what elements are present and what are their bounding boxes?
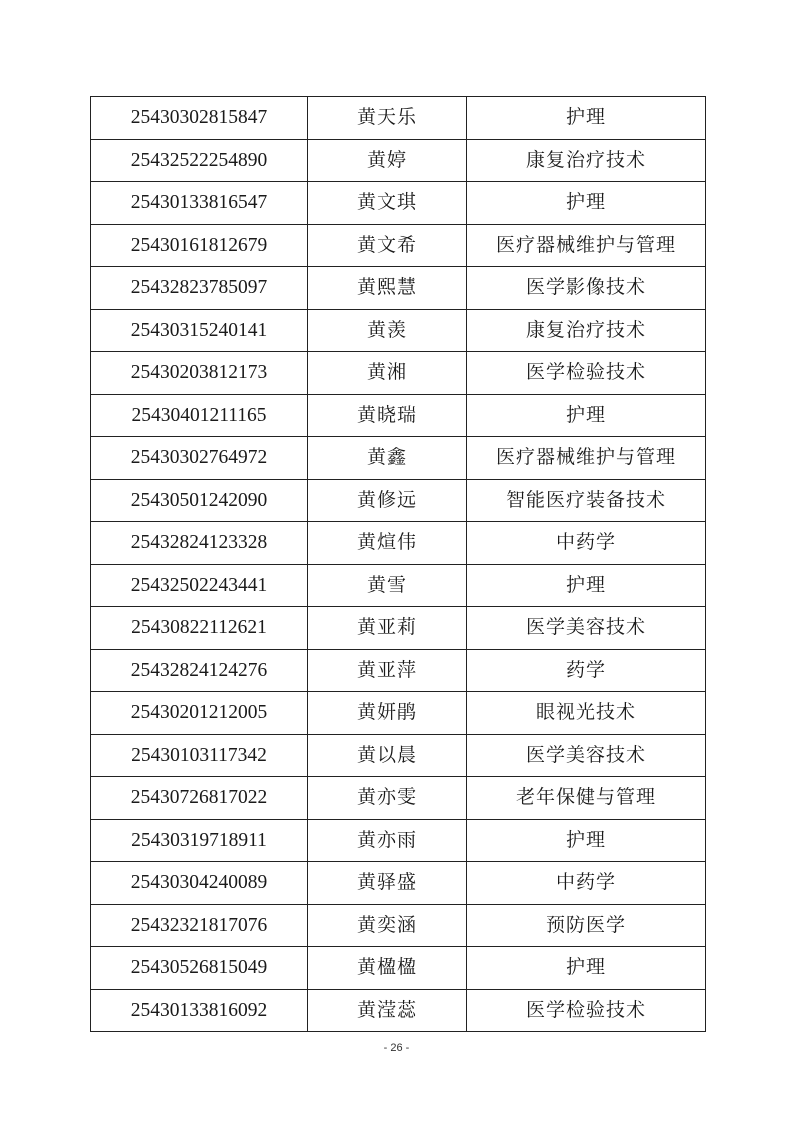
- table-row: [91, 182, 706, 225]
- student-name-cell: 黄湘: [308, 352, 467, 395]
- student-id-cell: 25430302764972: [91, 437, 308, 480]
- student-name-cell: 黄煊伟: [308, 522, 467, 565]
- major-cell: 护理: [467, 394, 706, 437]
- student-id-cell: 25432824124276: [91, 649, 308, 692]
- student-name-cell: 黄婷: [308, 139, 467, 182]
- table-row: [91, 692, 706, 735]
- table-row: [91, 352, 706, 395]
- major-cell: 医疗器械维护与管理: [467, 437, 706, 480]
- table-row: [91, 97, 706, 140]
- major-cell: 中药学: [467, 522, 706, 565]
- major-cell: 康复治疗技术: [467, 139, 706, 182]
- student-name-cell: 黄雪: [308, 564, 467, 607]
- table-row: [91, 479, 706, 522]
- student-name-cell: 黄亚莉: [308, 607, 467, 650]
- student-id-cell: 25430822112621: [91, 607, 308, 650]
- student-name-cell: 黄以晨: [308, 734, 467, 777]
- student-id-cell: 25430526815049: [91, 947, 308, 990]
- major-cell: 眼视光技术: [467, 692, 706, 735]
- student-id-cell: 25430133816547: [91, 182, 308, 225]
- student-name-cell: 黄鑫: [308, 437, 467, 480]
- major-cell: 康复治疗技术: [467, 309, 706, 352]
- student-id-cell: 25432823785097: [91, 267, 308, 310]
- table-row: [91, 947, 706, 990]
- roster-table: [90, 96, 706, 1032]
- page-number: - 26 -: [383, 1042, 410, 1054]
- major-cell: 护理: [467, 947, 706, 990]
- table-row: [91, 862, 706, 905]
- student-name-cell: 黄亚萍: [308, 649, 467, 692]
- major-cell: 医学检验技术: [467, 352, 706, 395]
- major-cell: 护理: [467, 564, 706, 607]
- student-name-cell: 黄滢蕊: [308, 989, 467, 1032]
- student-id-cell: 25430302815847: [91, 97, 308, 140]
- student-name-cell: 黄天乐: [308, 97, 467, 140]
- student-name-cell: 黄奕涵: [308, 904, 467, 947]
- table-row: [91, 734, 706, 777]
- major-cell: 老年保健与管理: [467, 777, 706, 820]
- student-id-cell: 25430401211165: [91, 394, 308, 437]
- major-cell: 医学美容技术: [467, 734, 706, 777]
- table-row: [91, 777, 706, 820]
- student-id-cell: 25430501242090: [91, 479, 308, 522]
- student-id-cell: 25430319718911: [91, 819, 308, 862]
- table-row: [91, 437, 706, 480]
- student-name-cell: 黄亦雯: [308, 777, 467, 820]
- student-name-cell: 黄驿盛: [308, 862, 467, 905]
- student-id-cell: 25432502243441: [91, 564, 308, 607]
- table-row: [91, 267, 706, 310]
- table-row: [91, 904, 706, 947]
- student-id-cell: 25430103117342: [91, 734, 308, 777]
- student-id-cell: 25432321817076: [91, 904, 308, 947]
- student-name-cell: 黄文希: [308, 224, 467, 267]
- table-row: [91, 224, 706, 267]
- table-row: [91, 989, 706, 1032]
- table-row: [91, 522, 706, 565]
- major-cell: 药学: [467, 649, 706, 692]
- student-id-cell: 25430203812173: [91, 352, 308, 395]
- table-row: [91, 607, 706, 650]
- major-cell: 预防医学: [467, 904, 706, 947]
- student-id-cell: 25430315240141: [91, 309, 308, 352]
- major-cell: 智能医疗装备技术: [467, 479, 706, 522]
- major-cell: 医疗器械维护与管理: [467, 224, 706, 267]
- student-name-cell: 黄亦雨: [308, 819, 467, 862]
- table-row: [91, 394, 706, 437]
- student-id-cell: 25430304240089: [91, 862, 308, 905]
- student-id-cell: 25432824123328: [91, 522, 308, 565]
- major-cell: 护理: [467, 182, 706, 225]
- student-name-cell: 黄晓瑞: [308, 394, 467, 437]
- table-row: [91, 139, 706, 182]
- student-name-cell: 黄熙慧: [308, 267, 467, 310]
- student-name-cell: 黄妍鹃: [308, 692, 467, 735]
- student-id-cell: 25430133816092: [91, 989, 308, 1032]
- table-row: [91, 564, 706, 607]
- table-row: [91, 309, 706, 352]
- major-cell: 医学影像技术: [467, 267, 706, 310]
- student-name-cell: 黄羡: [308, 309, 467, 352]
- roster-body: [91, 97, 706, 1032]
- student-name-cell: 黄文琪: [308, 182, 467, 225]
- major-cell: 护理: [467, 97, 706, 140]
- student-id-cell: 25430726817022: [91, 777, 308, 820]
- table-row: [91, 649, 706, 692]
- student-id-cell: 25430201212005: [91, 692, 308, 735]
- table-row: [91, 819, 706, 862]
- student-id-cell: 25432522254890: [91, 139, 308, 182]
- student-name-cell: 黄楹楹: [308, 947, 467, 990]
- major-cell: 护理: [467, 819, 706, 862]
- major-cell: 中药学: [467, 862, 706, 905]
- student-id-cell: 25430161812679: [91, 224, 308, 267]
- major-cell: 医学美容技术: [467, 607, 706, 650]
- student-name-cell: 黄修远: [308, 479, 467, 522]
- major-cell: 医学检验技术: [467, 989, 706, 1032]
